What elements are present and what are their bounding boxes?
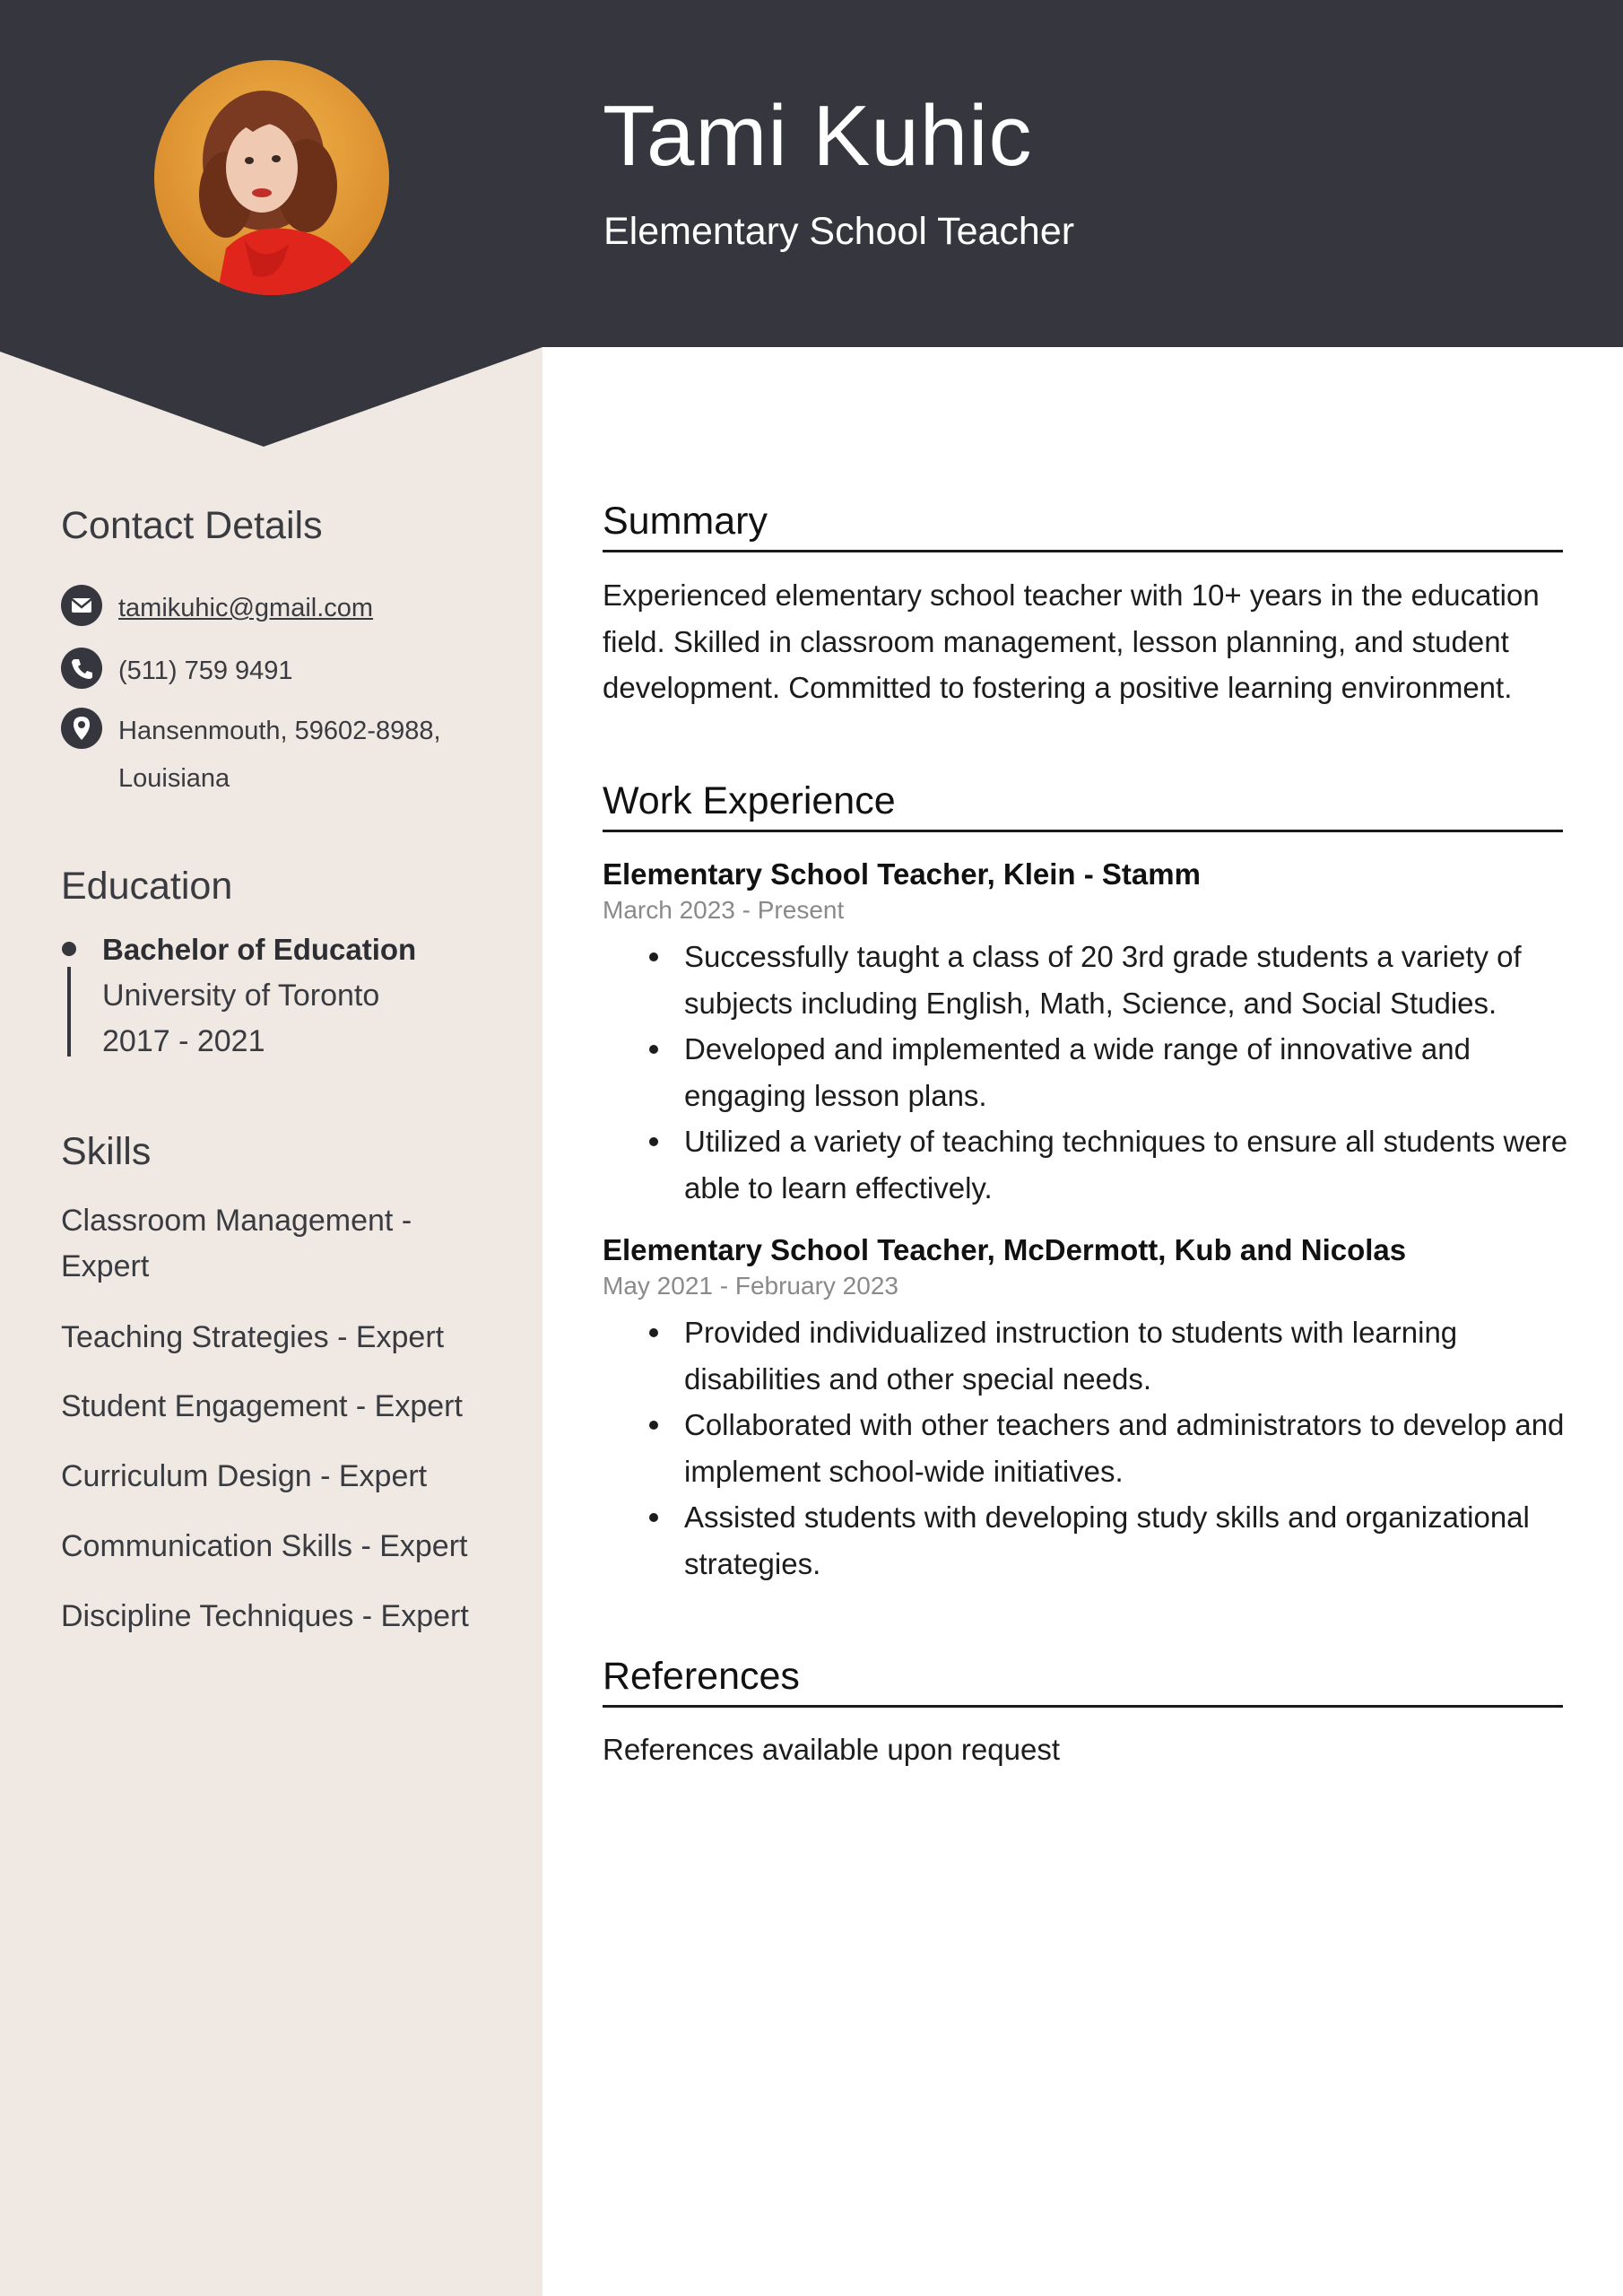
list-item (603, 1118, 1571, 1211)
skills-heading: Skills (61, 1130, 152, 1173)
bullet-dot (649, 1137, 658, 1146)
bullet-text: Developed and implemented a wide range of innovative and engaging lesson plans. (684, 1032, 1471, 1112)
bullet-text: Assisted students with developing study skills and organizational strategies. (684, 1500, 1530, 1580)
job-title: Elementary School Teacher, Klein - Stamm (603, 857, 1201, 891)
contact-address-row (61, 708, 491, 806)
timeline-line (67, 967, 71, 1057)
location-pin-icon (61, 708, 102, 749)
education-heading: Education (61, 865, 233, 908)
contact-email-row (61, 585, 491, 630)
avatar (154, 60, 389, 295)
candidate-name: Tami Kuhic (603, 88, 1033, 184)
skill-item: Classroom Management - Expert (61, 1204, 412, 1283)
job-dates: March 2023 - Present (603, 896, 845, 924)
skill-item: Student Engagement - Expert (61, 1389, 463, 1423)
bullet-dot (649, 952, 658, 961)
list-item (603, 1402, 1571, 1494)
contact-heading: Contact Details (61, 504, 323, 547)
email-link[interactable]: tamikuhic@gmail.com (118, 594, 374, 622)
skill-item: Communication Skills - Expert (61, 1529, 468, 1563)
phone-icon (61, 648, 102, 689)
skill-item: Teaching Strategies - Expert (61, 1320, 445, 1354)
job-title: Elementary School Teacher, McDermott, Kub and Nicolas (603, 1233, 1407, 1266)
timeline-dot (62, 942, 76, 956)
envelope-icon (61, 585, 102, 626)
education-years: 2017 - 2021 (102, 1024, 265, 1058)
work-experience-heading: Work Experience (603, 776, 1563, 832)
references-heading: References (603, 1651, 1563, 1708)
bullet-dot (649, 1421, 658, 1430)
list-item (603, 1309, 1571, 1402)
education-school: University of Toronto (102, 978, 380, 1013)
candidate-role: Elementary School Teacher (603, 210, 1075, 253)
job-bullets (603, 934, 1571, 1211)
bullet-text: Provided individualized instruction to students with learning disabilities and other special needs. (684, 1316, 1458, 1396)
bullet-text: Collaborated with other teachers and administrators to develop and implement school-wide initiatives. (684, 1408, 1565, 1488)
contact-phone-row (61, 648, 491, 692)
bullet-text: Utilized a variety of teaching techniques to ensure all students were able to learn effectively. (684, 1125, 1568, 1205)
list-item (603, 1494, 1571, 1587)
address-line-2: Louisiana (118, 764, 230, 793)
list-item (603, 1026, 1571, 1118)
address-line-1: Hansenmouth, 59602-8988, (118, 717, 441, 745)
skill-item: Discipline Techniques - Expert (61, 1599, 469, 1633)
job-bullets (603, 1309, 1571, 1587)
bullet-dot (649, 1328, 658, 1337)
phone-number: (511) 759 9491 (118, 657, 293, 685)
skill-item: Curriculum Design - Expert (61, 1459, 428, 1493)
bullet-dot (649, 1513, 658, 1522)
list-item (603, 934, 1571, 1026)
education-degree: Bachelor of Education (102, 933, 417, 966)
bullet-dot (649, 1045, 658, 1054)
summary-text: Experienced elementary school teacher with 10+ years in the education field. Skilled in classroom management, lesson planning, and student development. Committed to fostering a positive learning environment. (603, 578, 1540, 704)
references-text: References available upon request (603, 1733, 1061, 1766)
job-dates: May 2021 - February 2023 (603, 1272, 898, 1300)
bullet-text: Successfully taught a class of 20 3rd grade students a variety of subjects including English, Math, Science, and Social Studies. (684, 940, 1522, 1020)
summary-heading: Summary (603, 496, 1563, 552)
